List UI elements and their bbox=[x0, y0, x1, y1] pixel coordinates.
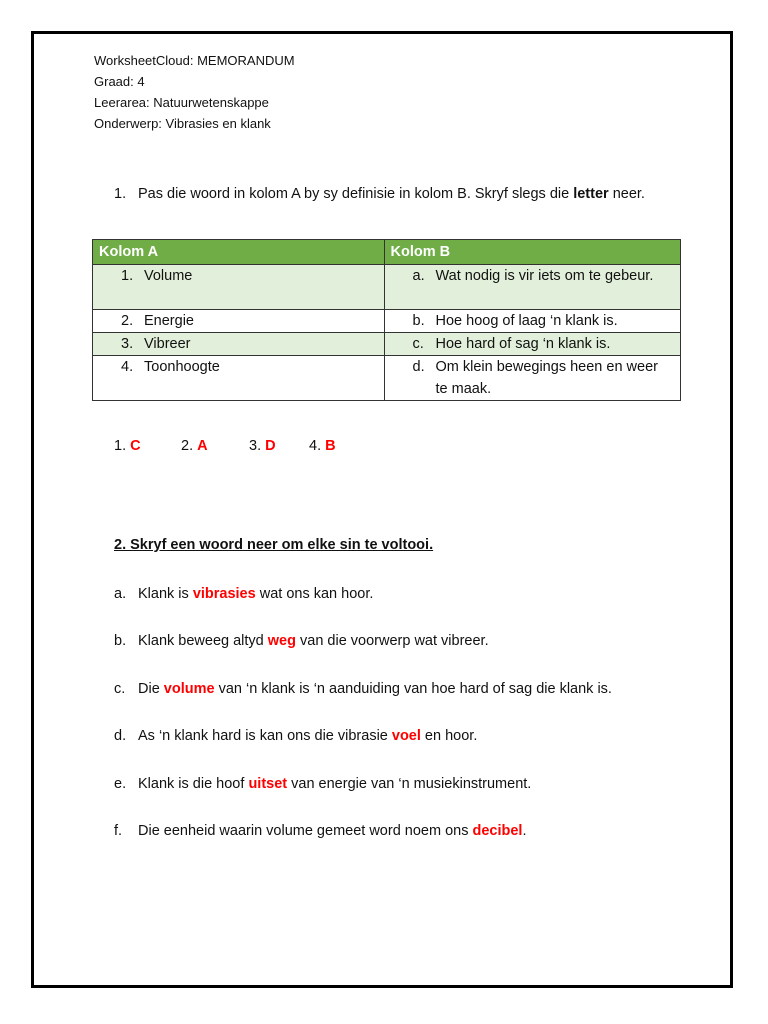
column-a-term: Volume bbox=[144, 268, 193, 284]
column-a-term: Vibreer bbox=[144, 336, 191, 352]
header-learning-area: Leerarea: Natuurwetenskappe bbox=[94, 95, 269, 110]
sentence-text: . bbox=[522, 823, 527, 839]
sentence-answer: vibrasies bbox=[192, 586, 256, 602]
sentence-text: Klank is die hoof bbox=[138, 776, 249, 792]
sentence-text: van energie van ‘n musiekinstrument. bbox=[287, 776, 532, 792]
row-letter: b. bbox=[412, 313, 425, 329]
table-header-row bbox=[93, 240, 681, 265]
column-a-term: Toonhoogte bbox=[144, 359, 220, 375]
worksheet-header bbox=[94, 50, 295, 134]
row-letter: d. bbox=[412, 359, 425, 375]
row-number: 2. bbox=[121, 313, 134, 329]
sentence-letter: c. bbox=[114, 681, 126, 697]
table-row bbox=[93, 310, 681, 333]
sentence-letter: d. bbox=[114, 728, 127, 744]
sentence-letter: b. bbox=[114, 633, 127, 649]
row-number: 4. bbox=[121, 359, 134, 375]
sentence-text: en hoor. bbox=[420, 728, 478, 744]
question-1-text bbox=[138, 182, 678, 207]
column-b-definition: Hoe hoog of laag ‘n klank is. bbox=[435, 313, 618, 329]
header-title: WorksheetCloud: MEMORANDUM bbox=[94, 53, 295, 68]
table-row bbox=[93, 333, 681, 356]
answer-letter: C bbox=[130, 438, 141, 454]
worksheet-page bbox=[31, 31, 733, 988]
column-b-definition: Hoe hard of sag ‘n klank is. bbox=[435, 336, 611, 352]
question-1-text-bold: letter bbox=[573, 186, 609, 202]
header-topic: Onderwerp: Vibrasies en klank bbox=[94, 116, 271, 131]
sentence-answer: voel bbox=[391, 728, 421, 744]
sentence-answer: weg bbox=[267, 633, 296, 649]
answer-letter: D bbox=[265, 438, 276, 454]
row-letter: c. bbox=[412, 336, 424, 352]
column-a-header: Kolom A bbox=[93, 240, 385, 265]
answer-number: 2. bbox=[181, 438, 194, 454]
sentence-text: van die voorwerp wat vibreer. bbox=[295, 633, 489, 649]
matching-table bbox=[92, 239, 681, 401]
question-1-number: 1. bbox=[114, 186, 127, 202]
row-number: 1. bbox=[121, 268, 134, 284]
answer-item bbox=[114, 435, 141, 457]
column-b-definition: Om klein bewegings heen en weer te maak. bbox=[435, 359, 658, 397]
sentence-letter: a. bbox=[114, 586, 127, 602]
answer-number: 1. bbox=[114, 438, 127, 454]
column-b-header: Kolom B bbox=[384, 240, 681, 265]
question-1-text-part2: neer. bbox=[608, 186, 645, 202]
sentence-text: As ‘n klank hard is kan ons die vibrasie bbox=[138, 728, 392, 744]
question-2-title: 2. Skryf een woord neer om elke sin te voltooi. bbox=[114, 537, 434, 553]
column-a-term: Energie bbox=[144, 313, 194, 329]
row-number: 3. bbox=[121, 336, 134, 352]
sentence-text: Die bbox=[138, 681, 164, 697]
table-row bbox=[93, 356, 681, 401]
question-1-text-part1: Pas die woord in kolom A by sy definisie in kolom B. Skryf slegs die bbox=[138, 186, 574, 202]
sentence-letter: f. bbox=[114, 823, 123, 839]
answer-letter: B bbox=[325, 438, 336, 454]
sentence-answer: uitset bbox=[248, 776, 288, 792]
sentence-text: Die eenheid waarin volume gemeet word noem ons bbox=[138, 823, 473, 839]
sentence-text: van ‘n klank is ‘n aanduiding van hoe hard of sag die klank is. bbox=[214, 681, 612, 697]
sentence-letter: e. bbox=[114, 776, 127, 792]
table-row bbox=[93, 265, 681, 310]
answer-item bbox=[309, 435, 336, 457]
answer-number: 3. bbox=[249, 438, 262, 454]
sentence-answer: volume bbox=[163, 681, 215, 697]
answer-letter: A bbox=[197, 438, 208, 454]
sentence-text: Klank is bbox=[138, 586, 193, 602]
column-b-definition: Wat nodig is vir iets om te gebeur. bbox=[435, 268, 654, 284]
answer-item bbox=[181, 435, 208, 457]
answer-item bbox=[249, 435, 276, 457]
sentence-text: Klank beweeg altyd bbox=[138, 633, 268, 649]
row-letter: a. bbox=[412, 268, 425, 284]
sentence-text: wat ons kan hoor. bbox=[255, 586, 374, 602]
answer-number: 4. bbox=[309, 438, 322, 454]
sentence-answer: decibel bbox=[472, 823, 523, 839]
header-grade: Graad: 4 bbox=[94, 74, 145, 89]
